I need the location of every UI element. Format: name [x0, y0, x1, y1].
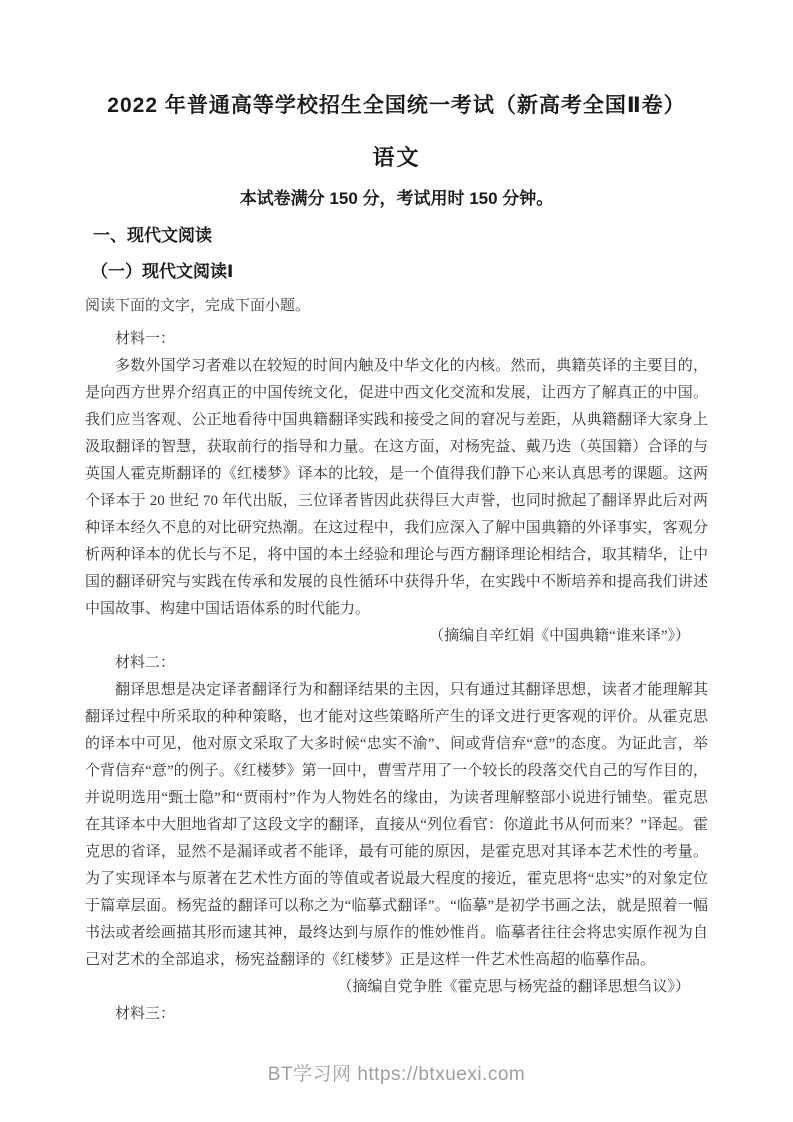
exam-info-line: 本试卷满分 150 分，考试用时 150 分钟。 [239, 189, 554, 208]
exam-title: 2022 年普通高等学校招生全国统一考试（新高考全国Ⅱ卷） [107, 94, 686, 117]
footer-text: BT学习网 https://btxuexi.com [267, 1064, 526, 1085]
material-1-label: 材料一： [115, 331, 176, 347]
material-2-attribution: （摘编自党争胜《霍克思与杨宪益的翻译思想刍议》） [337, 979, 690, 995]
material-1-paragraph: 多数外国学习者难以在较短的时间内触及中华文化的内核。然而，典籍英译的主要目的，是向西方世界介绍真正的中国传统文化，促进中西文化交流和发展，让西方了解真正的中国。我们应当客观、公正地看待中国典籍翻译实践和接受之间的窘况与差距，从典籍翻译大家身上汲取翻译的智慧，获取前行的指导和力量。在这方面，对杨宪益、戴乃迭（英国籍）合译的与英国人霍克斯翻译的《红楼梦》译本的比较，是一个值得我们静下心来认真思考的课题。这两个译本于 20 世纪 70 年代出版，三位译者皆因此获得巨大声誉，也同时掀起了翻译界此后对两种译本经久不息的对比研究热潮。在这过程中，我们应深入了解中国典籍的外译事实，客观分析两种译本的优长与不足，将中国的本土经验和理论与西方翻译理论相结合，取其精华，让中国的翻译研究与实践在传承和发展的良性循环中获得升华，在实践中不断培养和提高我们讲述中国故事、构建中国话语体系的时代能力。 [85, 358, 708, 617]
site-watermark-footer [0, 1062, 793, 1088]
material-3-label: 材料三： [115, 1006, 176, 1022]
material-2-label: 材料二： [115, 655, 176, 671]
reading-instruction: 阅读下面的文字，完成下面小题。 [85, 298, 311, 314]
material-2-paragraph: 翻译思想是决定译者翻译行为和翻译结果的主因，只有通过其翻译思想，读者才能理解其翻译过程中所采取的种种策略，也才能对这些策略所产生的译文进行更客观的评价。从霍克思的译本中可见，他对原文采取了大多时候“忠实不渝”、间或背信弃“意”的态度。为证此言，举个背信弃“意”的例子。《红楼梦》第一回中，曹雪芹用了一个较长的段落交代自己的写作目的，并说明选用“甄士隐”和“贾雨村”作为人物姓名的缘由，为读者理解整部小说进行铺垫。霍克思在其译本中大胆地省却了这段文字的翻译，直接从“列位看官：你道此书从何而来？”译起。霍克思的省译，显然不是漏译或者不能译，最有可能的原因，是霍克思对其译本艺术性的考量。为了实现译本与原著在艺术性方面的等值或者说最大程度的接近，霍克思将“忠实”的对象定位于篇章层面。杨宪益的翻译可以称之为“临摹式翻译”。“临摹”是初学书画之法，就是照着一幅书法或者绘画描其形而逮其神，最终达到与原作的惟妙惟肖。临摹者往往会将忠实原作视为自己对艺术的全部追求，杨宪益翻译的《红楼梦》正是这样一件艺术性高超的临摹作品。 [85, 682, 708, 968]
exam-subject-title: 语文 [372, 145, 421, 170]
material-1-attribution: （摘编自辛红娟《中国典籍“谁来译”》） [429, 628, 690, 644]
materials-section [85, 326, 708, 1028]
section-heading-modern-reading: 一、现代文阅读 [93, 226, 212, 245]
subsection-heading-reading-1: （一）现代文阅读Ⅰ [91, 262, 234, 281]
